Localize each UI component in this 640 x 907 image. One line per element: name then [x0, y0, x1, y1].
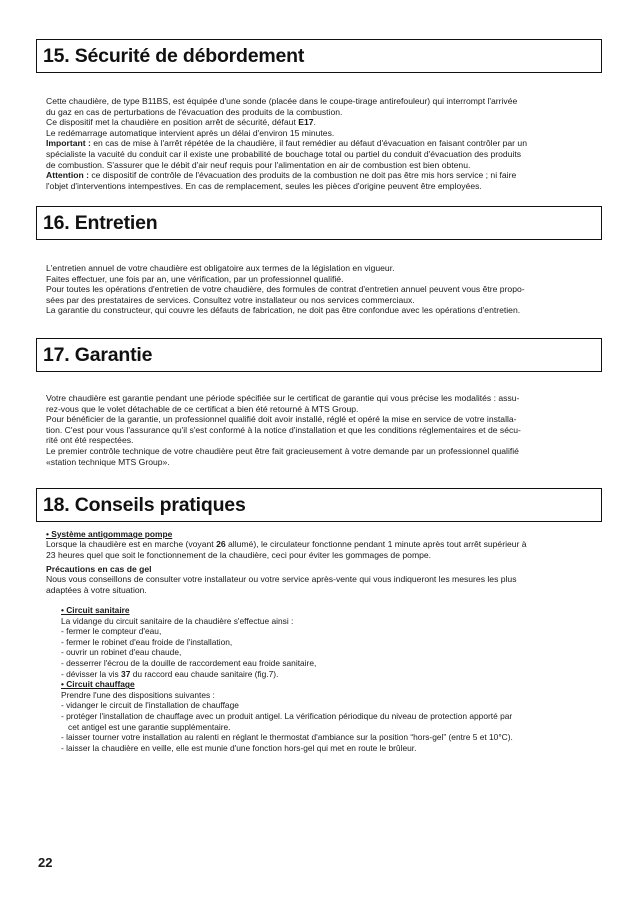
text-line: La garantie du constructeur, qui couvre les défauts de fabrication, ne doit pas être confondue avec les opérations d'entretien.: [46, 305, 521, 316]
section-18-heading: 18. Conseils pratiques: [36, 488, 602, 522]
attention-label: Attention :: [46, 170, 92, 181]
list-item: cet antigel est une garantie supplémentaire.: [68, 721, 231, 732]
text-line: rité ont été respectées.: [46, 435, 134, 446]
list-item: - laisser la chaudière en veille, elle est munie d'une fonction hors-gel qui met en route le brûleur.: [61, 742, 417, 753]
text-line: Pour bénéficier de la garantie, un professionnel qualifié doit avoir installé, réglé et opéré la mise en service de votre installa-: [46, 414, 517, 425]
text-line: rez-vous que le volet détachable de ce certificat a bien été retourné à MTS Group.: [46, 403, 359, 414]
text-line: «station technique MTS Group».: [46, 456, 170, 467]
list-item: - desserrer l'écrou de la douille de raccordement eau froide sanitaire,: [61, 657, 317, 668]
section-15-body: [46, 96, 596, 191]
text-line: 23 heures quel que soit le fonctionnement de la chaudière, ceci pour éviter les gommages de pompe.: [46, 550, 432, 560]
text-line: Pour toutes les opérations d'entretien de votre chaudière, des formules de contrat d'entretien annuel peuvent vous être propo-: [46, 284, 525, 295]
text-line: Attention : ce dispositif de contrôle de l'évacuation des produits de la combustion ne doit pas être mis hors service ; ni faire: [46, 170, 517, 181]
section-17-heading: 17. Garantie: [36, 338, 602, 372]
subheading-gel: Précautions en cas de gel: [46, 563, 152, 574]
text-line: L'entretien annuel de votre chaudière est obligatoire aux termes de la législation en vigueur.: [46, 263, 395, 273]
section-15-heading: 15. Sécurité de débordement: [36, 39, 602, 73]
error-code: E17: [298, 117, 314, 128]
text-line: Cette chaudière, de type B11BS, est équipée d'une sonde (placée dans le coupe-tirage antirefouleur) qui interrompt l'arrivée: [46, 96, 518, 106]
text-line: Faites effectuer, une fois par an, une vérification, par un professionnel qualifié.: [46, 273, 344, 284]
frost-precautions-list: [61, 605, 596, 753]
text-line: du gaz en cas de perturbations de l'évacuation des produits de la combustion.: [46, 106, 343, 117]
text-line: spécialiste la vacuité du conduit car il existe une probabilité de bouchage total ou partiel du conduit d'évacuation des produits: [46, 148, 522, 159]
text-line: Nous vous conseillons de consulter votre installateur ou votre service après-vente qui vous indiqueront les mesures les plus: [46, 574, 517, 585]
section-18-body: [46, 529, 596, 595]
text-line: Important : en cas de mise à l'arrêt répétée de la chaudière, il faut remédier au défaut d'évacuation en faisant contrôler par un: [46, 138, 527, 149]
text-line: La vidange du circuit sanitaire de la chaudière s'effectue ainsi :: [61, 615, 294, 626]
text-line: Lorsque la chaudière est en marche (voyant 26 allumé), le circulateur fonctionne pendant 1 minute après tout arrêt supérieur à: [46, 539, 527, 550]
screw-number: 37: [121, 668, 131, 679]
text-line: sées par des prestataires de services. Consultez votre installateur ou nos services commerciaux.: [46, 294, 415, 305]
subheading-antigommage: • Système antigommage pompe: [46, 529, 173, 539]
list-item: - vidanger le circuit de l'installation de chauffage: [61, 700, 239, 711]
list-item: - ouvrir un robinet d'eau chaude,: [61, 647, 182, 658]
text-line: l'objet d'interventions intempestives. En cas de remplacement, seules les pièces d'origine peuvent être employées.: [46, 180, 482, 191]
subheading-circuit-chauffage: • Circuit chauffage: [61, 679, 135, 690]
text-line: Ce dispositif met la chaudière en position arrêt de sécurité, défaut E17.: [46, 117, 316, 128]
text-line: Le redémarrage automatique intervient après un délai d'environ 15 minutes.: [46, 127, 335, 138]
text-line: Votre chaudière est garantie pendant une période spécifiée sur le certificat de garantie qui vous précise les modalités : assu-: [46, 393, 520, 403]
indicator-number: 26: [216, 539, 226, 550]
list-item: - protéger l'installation de chauffage avec un produit antigel. La vérification périodique du niveau de protection apporté par: [61, 710, 513, 721]
page-number: 22: [38, 855, 53, 870]
text-line: Prendre l'une des dispositions suivantes :: [61, 689, 215, 700]
text-line: Le premier contrôle technique de votre chaudière peut être fait gracieusement à votre demande par un professionnel qualifié: [46, 445, 519, 456]
text-line: adaptées à votre situation.: [46, 584, 147, 595]
important-label: Important :: [46, 138, 94, 149]
section-17-body: [46, 393, 596, 467]
text-line: tion. C'est pour vous l'assurance qu'il s'est conformé à la notice d'installation et que les conditions réglementaires et de sécu-: [46, 424, 521, 435]
list-item: - fermer le robinet d'eau froide de l'installation,: [61, 636, 233, 647]
list-item: - laisser tourner votre installation au ralenti en réglant le thermostat d'ambiance sur la position “hors-gel” (entre 5 et 10°C).: [61, 732, 513, 743]
list-item: - dévisser la vis 37 du raccord eau chaude sanitaire (fig.7).: [61, 668, 279, 679]
section-16-heading: 16. Entretien: [36, 206, 602, 240]
list-item: - fermer le compteur d'eau,: [61, 626, 162, 637]
section-16-body: [46, 263, 596, 316]
subheading-circuit-sanitaire: • Circuit sanitaire: [61, 605, 130, 615]
text-line: de combustion. S'assurer que le débit d'air neuf requis pour l'alimentation en air de combustion est bien obtenu.: [46, 159, 471, 170]
